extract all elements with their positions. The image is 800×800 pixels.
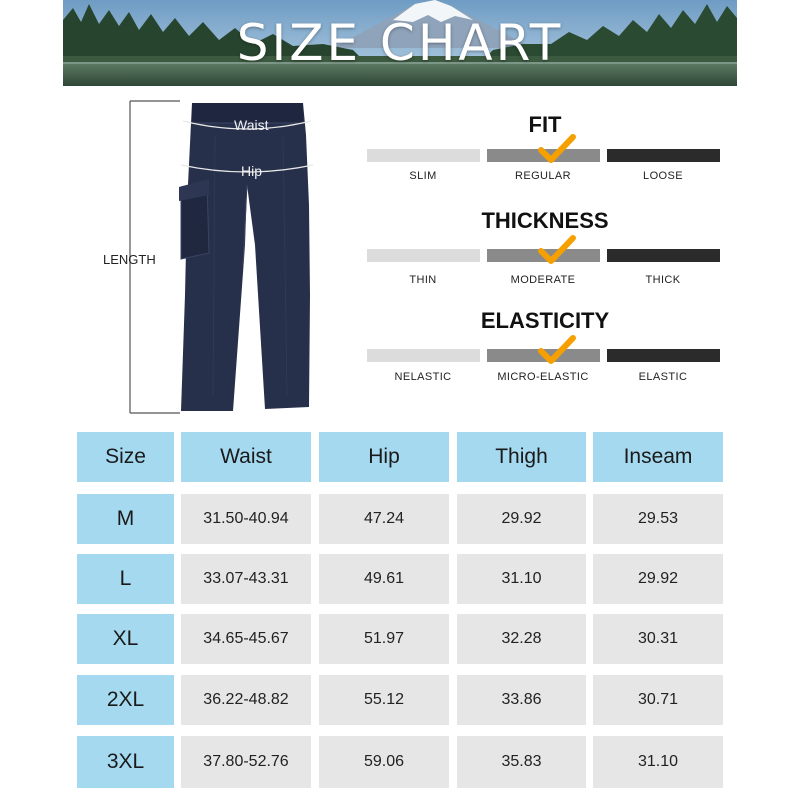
- page-title: SIZE CHART: [236, 14, 564, 72]
- banner: [63, 0, 737, 86]
- table-cell-waist: 31.50-40.94: [181, 494, 311, 544]
- thickness-bar-thin: [367, 249, 480, 262]
- fit-title: FIT: [528, 112, 562, 137]
- table-cell-waist: 33.07-43.31: [181, 554, 311, 604]
- elasticity-option-micro-elastic: MICRO-ELASTIC: [497, 371, 589, 383]
- table-cell-thigh: 29.92: [457, 494, 586, 544]
- table-cell-waist: 37.80-52.76: [181, 736, 311, 788]
- fit-checkmark-icon: [538, 134, 576, 166]
- fit-option-regular: REGULAR: [515, 170, 571, 182]
- thickness-checkmark-icon: [538, 235, 576, 267]
- thickness-title: THICKNESS: [481, 208, 609, 233]
- thickness-bar-thick: [607, 249, 720, 262]
- table-cell-inseam: 30.31: [593, 614, 723, 664]
- fit-scale: [360, 112, 730, 192]
- table-row-size: 3XL: [77, 736, 174, 788]
- elasticity-title: ELASTICITY: [480, 308, 610, 333]
- thickness-option-moderate: MODERATE: [510, 274, 576, 286]
- table-cell-hip: 59.06: [319, 736, 449, 788]
- table-row-size: 2XL: [77, 675, 174, 725]
- pants-figure: [95, 95, 345, 425]
- table-cell-waist: 34.65-45.67: [181, 614, 311, 664]
- table-cell-thigh: 33.86: [457, 675, 586, 725]
- table-row-size: M: [77, 494, 174, 544]
- table-cell-inseam: 31.10: [593, 736, 723, 788]
- fit-bar-slim: [367, 149, 480, 162]
- table-row-size: L: [77, 554, 174, 604]
- length-label: LENGTH: [103, 252, 156, 267]
- table-cell-hip: 51.97: [319, 614, 449, 664]
- table-header-thigh: Thigh: [457, 432, 586, 482]
- elasticity-option-elastic: ELASTIC: [638, 371, 688, 383]
- fit-option-loose: LOOSE: [643, 170, 683, 182]
- fit-bar-loose: [607, 149, 720, 162]
- table-cell-hip: 47.24: [319, 494, 449, 544]
- fit-option-slim: SLIM: [409, 170, 437, 182]
- elasticity-bar-nelastic: [367, 349, 480, 362]
- thickness-scale: [360, 208, 730, 288]
- table-cell-thigh: 31.10: [457, 554, 586, 604]
- table-cell-hip: 55.12: [319, 675, 449, 725]
- size-table: [77, 432, 723, 788]
- elasticity-scale: [360, 308, 730, 388]
- hip-label: Hip: [241, 163, 263, 179]
- table-cell-inseam: 29.92: [593, 554, 723, 604]
- elasticity-option-nelastic: NELASTIC: [394, 371, 452, 383]
- table-header-size: Size: [77, 432, 174, 482]
- elasticity-checkmark-icon: [538, 335, 576, 367]
- table-row-size: XL: [77, 614, 174, 664]
- table-header-waist: Waist: [181, 432, 311, 482]
- table-cell-waist: 36.22-48.82: [181, 675, 311, 725]
- table-cell-hip: 49.61: [319, 554, 449, 604]
- table-cell-inseam: 29.53: [593, 494, 723, 544]
- thickness-option-thick: THICK: [645, 274, 681, 286]
- table-cell-thigh: 32.28: [457, 614, 586, 664]
- waist-label: Waist: [234, 117, 269, 133]
- thickness-option-thin: THIN: [409, 274, 437, 286]
- table-cell-inseam: 30.71: [593, 675, 723, 725]
- table-header-hip: Hip: [319, 432, 449, 482]
- table-header-inseam: Inseam: [593, 432, 723, 482]
- elasticity-bar-elastic: [607, 349, 720, 362]
- table-cell-thigh: 35.83: [457, 736, 586, 788]
